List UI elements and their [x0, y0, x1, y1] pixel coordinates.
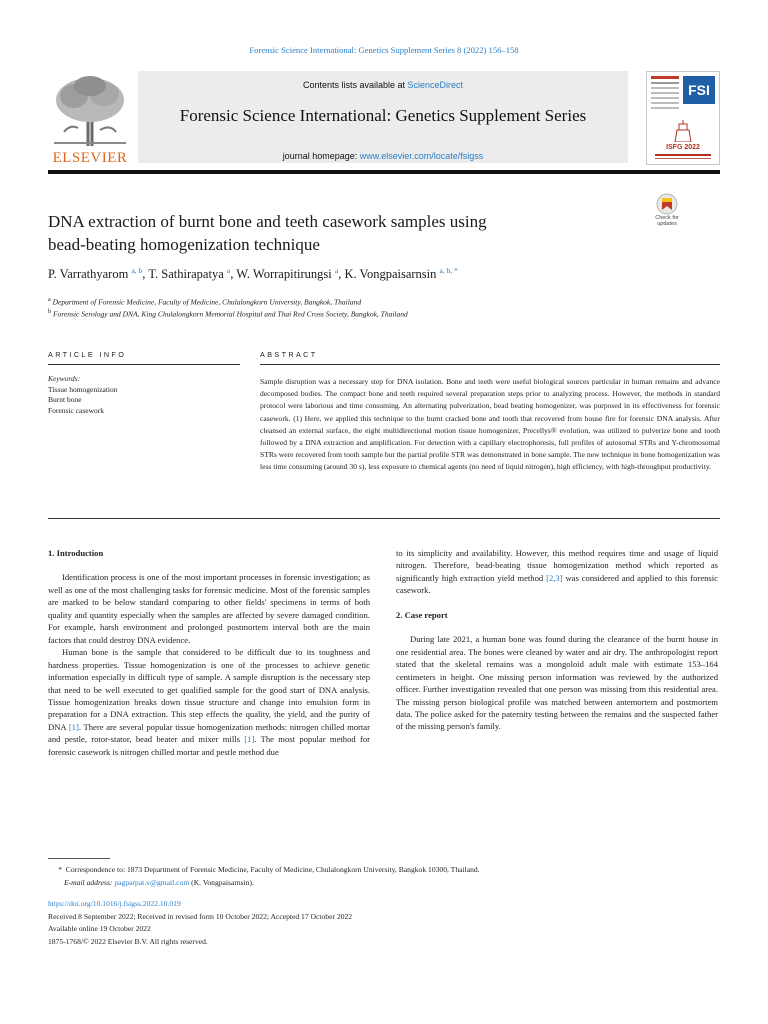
check-updates-line1: Check for — [655, 215, 679, 221]
isfg-tower-icon — [669, 120, 697, 142]
author-name[interactable]: W. Worrapitirungsi — [236, 267, 332, 282]
footnote-star: * — [58, 865, 62, 874]
available-online: Available online 19 October 2022 — [48, 924, 151, 933]
author-name[interactable]: P. Varrathyarom — [48, 267, 129, 282]
contents-prefix: Contents lists available at — [302, 80, 408, 90]
keyword-item: Burnt bone — [48, 395, 82, 404]
homepage-link[interactable]: www.elsevier.com/locate/fsigss — [359, 151, 484, 161]
journal-title: Forensic Science International: Genetics Supplement Series — [179, 106, 587, 125]
publisher-name: ELSEVIER — [52, 150, 128, 166]
author-name[interactable]: T. Sathirapatya — [148, 267, 224, 282]
abstract-bottom-rule — [48, 518, 720, 519]
author-affiliation-mark[interactable]: a, b — [131, 266, 143, 275]
author-name[interactable]: K. Vongpaisarnsin — [344, 267, 437, 282]
abstract-text: Sample disruption was a necessary step for DNA isolation. Bone and teeth were useful biological sources particular in human remains and advance decomposed bodies. The compact bone and teeth required several preparation steps prior to analyzing process. However, the methods in standard protocol were laborious and time consuming. An alternating pulverization, bead beating homogenizer, was purposed in its effectiveness for forensic casework. (1) Here, we applied this technique to the burnt cracked bone and tooth that recovered from house fire for forensic DNA analysis. After cleansed an external surface, the eight multidirectional motion tissue homogenizer, Precellys® evolution, was utilized to pulverize bone and tooth followed by a DNA extraction and amplification. For detection with a capillary electrophoresis, full profiles of autosomal STRs and Y-chromosomal STRs were recovered from tooth sample but the partial profile STR was demonstrated in bone sample. The new technique in bone homogenization was less time consuming (around 30 s), less exposure to chemical agents (no need of liquid nitrogen), high efficiency, with high-throughput productivity. — [260, 377, 720, 472]
introduction-paragraph-3: to its simplicity and availability. However, this method requires time and usage of liquid nitrogen. Therefore, bead-beating tissue homogenization method which reported as significantly high extraction yield method [2,3] was considered and applied to this forensic casework. — [396, 548, 718, 596]
correspondence-footnote — [48, 864, 728, 877]
body-right-column — [396, 547, 718, 733]
author-affiliation-mark[interactable]: a — [334, 266, 339, 275]
section-heading-introduction: 1. Introduction — [48, 548, 104, 558]
citation-link[interactable]: [1] — [68, 721, 79, 732]
masthead-rule — [48, 170, 720, 174]
isfg-label: ISFG 2022 — [666, 144, 700, 151]
article-info-rule — [48, 364, 240, 365]
received-dates: Received 8 September 2022; Received in revised form 10 October 2022; Accepted 17 October 2022 — [48, 911, 353, 921]
sciencedirect-link[interactable]: ScienceDirect — [407, 80, 464, 90]
affiliation-a: $^a$ Department of Forensic Medicine, Faculty of Medicine, Chulalongkorn University, Bangkok, Thailand — [48, 296, 362, 307]
email-owner: (K. Vongpaisarnsin). — [191, 878, 254, 887]
abstract-caption: ABSTRACT — [260, 350, 318, 359]
footnote-rule — [48, 858, 110, 859]
citation-link[interactable]: [1] — [244, 734, 255, 745]
author-affiliation-mark[interactable]: a — [226, 266, 231, 275]
copyright-line: 1875-1768/© 2022 Elsevier B.V. All rights reserved. — [48, 936, 208, 946]
journal-cover-thumbnail[interactable] — [646, 71, 720, 165]
article-title — [48, 210, 608, 256]
check-updates-line2: updates — [657, 221, 677, 227]
check-for-updates-button[interactable] — [649, 193, 685, 229]
article-title-line1: DNA extraction of burnt bone and teeth casework samples using — [48, 212, 487, 231]
keywords-label: Keywords: — [48, 374, 81, 383]
fsi-badge: FSI — [683, 76, 715, 104]
abstract-rule — [260, 364, 720, 365]
homepage-line — [138, 151, 628, 161]
keyword-item: Tissue homogenization — [48, 384, 118, 394]
crossmark-icon — [653, 193, 681, 215]
email-label: E-mail address: — [64, 878, 113, 887]
keywords-block — [48, 374, 238, 416]
email-link[interactable]: pagparpat.v@gmail.com — [114, 878, 190, 887]
author-affiliation-mark[interactable]: a, b, * — [439, 266, 458, 275]
email-footnote — [48, 877, 744, 890]
introduction-paragraph-1: Identification process is one of the most important processes in forensic investigation; as well as one of the most challenging tasks for forensic medicine. Most of the forensic samples are marked to be below standard comparing to other fields' specimens in terms of both quality and quantity especially when the samples are affected by severe damaged condition. For example, harsh environment and prolonged postmortem interval both are the main factors that could destroy DNA evidence. — [48, 572, 370, 645]
correspondence-text: Correspondence to: 1873 Department of Forensic Medicine, Faculty of Medicine, Chulalongkorn University, Bangkok 10300, Thailand. — [65, 865, 480, 874]
author-list: P. Varrathyarom $^{a, b}$, T. Sathirapatya $^a$, W. Worrapitirungsi $^a$, K. Vongpaisarnsin $^{a, b, *}$ — [48, 266, 458, 282]
article-meta — [48, 898, 728, 948]
citation-link[interactable]: [2,3] — [546, 572, 563, 583]
article-title-line2: bead-beating homogenization technique — [48, 235, 320, 254]
body-left-column — [48, 547, 370, 758]
contents-line — [138, 80, 628, 90]
section-heading-case-report: 2. Case report — [396, 609, 448, 620]
affiliation-b: $^b$ Forensic Serology and DNA, King Chulalongkorn Memorial Hospital and Thai Red Cross Society, Bangkok, Thailand — [48, 308, 408, 319]
article-info-caption: ARTICLE INFO — [48, 350, 127, 359]
homepage-prefix: journal homepage: — [282, 151, 360, 161]
doi-link[interactable]: https://doi.org/10.1016/j.fsigss.2022.10.019 — [48, 899, 181, 908]
case-report-paragraph: During late 2021, a human bone was found during the clearance of the burnt house in one residential area. The bones were cleaned by water and air dry. The anthropologist report stated that the skeletal remains was a mongoloid adult male with estimate 153–164 centimeters in height. One missing person information was reviewed by the authorized officer. Further investigation revealed that one person was missing from this residential area. The missing person biological profile was matched between antemortem and postmortem data. The police asked for the paternity testing between the remains and the suspected father of the missing person's family. — [396, 634, 718, 732]
running-header[interactable]: Forensic Science International: Genetics Supplement Series 8 (2022) 156–158 — [249, 45, 519, 55]
keyword-item: Forensic casework — [48, 405, 105, 415]
introduction-paragraph-2: Human bone is the sample that considered to be difficult due to its toughness and hardness properties. Tissue homogenization is one of the processes to achieve genetic information especially in difficult type of sample. A sample disruption is the necessary step that need to be well executed to get qualified sample for the good start of DNA analysis. Tissue homogenization breaks down tissue structure and change into emulsion form in preparation for a DNA extraction. This step effects the quality, the yield, and the purity of DNA [1]. There are several popular tissue homogenization methods: nitrogen chilled mortar and pestle, rotor-stator, bead beater and mixer mills [1]. The most popular method for forensic casework is nitrogen chilled mortar and pestle method due — [48, 647, 371, 757]
